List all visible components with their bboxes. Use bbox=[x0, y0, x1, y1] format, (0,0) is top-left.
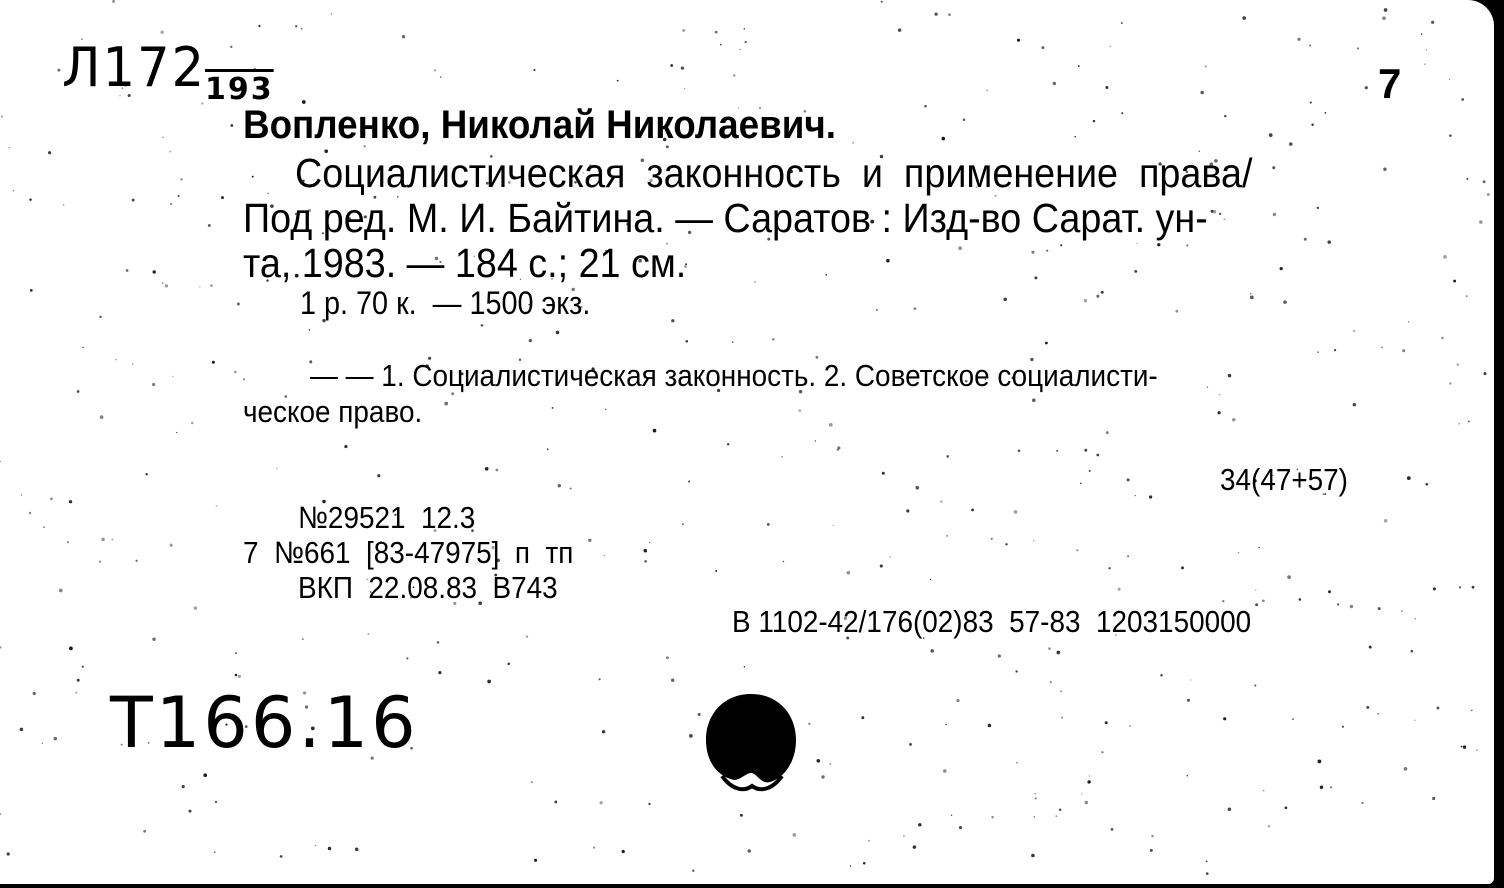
title-line-3: та, 1983. — 184 с.; 21 см. bbox=[243, 240, 687, 286]
classification-code: 34(47+57) bbox=[1220, 462, 1348, 497]
bibliographic-code: В 1102-42/176(02)83 57-83 1203150000 bbox=[732, 604, 1252, 639]
punch-hole bbox=[702, 690, 800, 794]
title-line-1: Социалистическая законность и применение права/ bbox=[295, 150, 1253, 196]
title-line-2: Под ред. М. И. Байтина. — Саратов : Изд-во Сарат. ун- bbox=[243, 195, 1208, 241]
location-code-handwritten: T166.16 bbox=[110, 682, 419, 764]
price-and-print-run: 1 р. 70 к. — 1500 экз. bbox=[300, 285, 591, 321]
shelf-mark-subscript: 193 bbox=[205, 72, 274, 107]
subject-headings-line-1: — — 1. Социалистическая законность. 2. Советское социалисти- bbox=[310, 358, 1158, 393]
card-number: 7 bbox=[1378, 60, 1402, 107]
author-heading: Вопленко, Николай Николаевич. bbox=[243, 103, 836, 147]
subject-headings-line-2: ческое право. bbox=[243, 394, 423, 429]
registration-line-2: 7 №661 [83-47975] п тп bbox=[243, 535, 574, 570]
shelf-mark-handwritten: Л172 bbox=[62, 36, 207, 99]
registration-line-3: ВКП 22.08.83 В743 bbox=[298, 570, 558, 605]
registration-line-1: №29521 12.3 bbox=[298, 500, 476, 535]
